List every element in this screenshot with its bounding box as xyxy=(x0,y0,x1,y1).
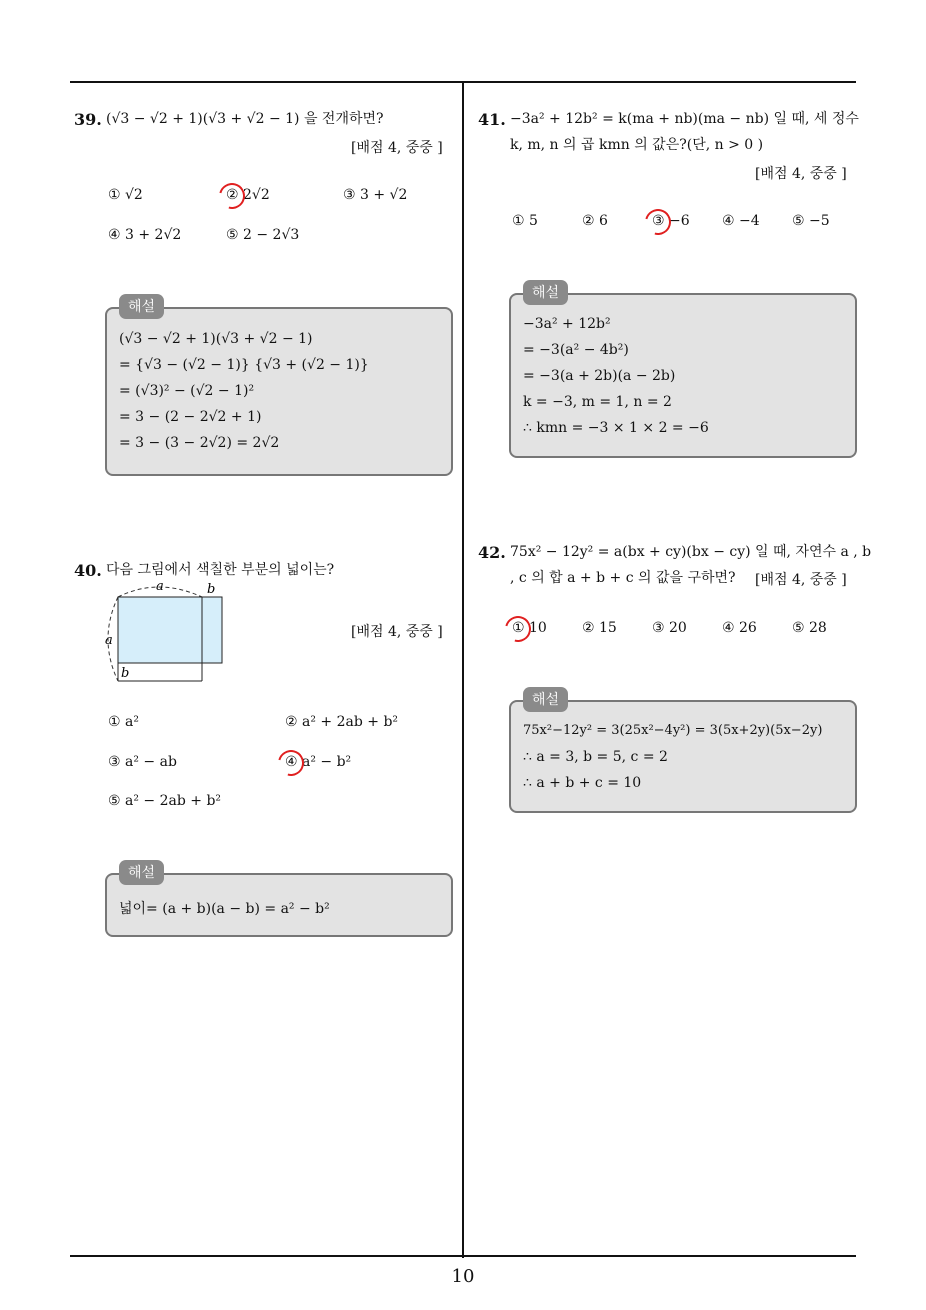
score-label: [배점 4, 중중 ] xyxy=(351,624,443,640)
solution-box xyxy=(105,307,453,476)
choice-3[interactable]: ③ 20 xyxy=(652,620,687,636)
choice-4[interactable]: ④ −4 xyxy=(722,213,760,229)
choice-2[interactable]: ② 15 xyxy=(582,620,617,636)
choice-3[interactable]: ③ a² − ab xyxy=(108,754,177,770)
label-top-a: a xyxy=(156,579,164,594)
solution-line: = −3(a² − 4b²) xyxy=(523,342,629,358)
solution-line: −3a² + 12b² xyxy=(523,316,611,332)
choice-1[interactable]: ① √2 xyxy=(108,187,143,203)
solution-line: k = −3, m = 1, n = 2 xyxy=(523,394,672,410)
choice-2[interactable]: ② 6 xyxy=(582,213,608,229)
page-number: 10 xyxy=(451,1266,475,1287)
solution-line: = 3 − (3 − 2√2) = 2√2 xyxy=(119,435,280,451)
solution-line: (√3 − √2 + 1)(√3 + √2 − 1) xyxy=(119,331,313,347)
choice-5[interactable]: ⑤ −5 xyxy=(792,213,830,229)
shaded-region xyxy=(118,597,222,663)
solution-tag: 해설 xyxy=(523,280,568,305)
question-text: 다음 그림에서 색칠한 부분의 넓이는? xyxy=(106,562,335,578)
choice-3[interactable]: ③ 3 + √2 xyxy=(343,187,408,203)
solution-line: = 3 − (2 − 2√2 + 1) xyxy=(119,409,262,425)
area-figure xyxy=(98,577,228,687)
score-label: [배점 4, 중중 ] xyxy=(351,140,443,156)
solution-line: ∴ a + b + c = 10 xyxy=(523,775,642,791)
choice-2[interactable]: ② a² + 2ab + b² xyxy=(285,714,399,730)
score-label: [배점 4, 중중 ] xyxy=(755,572,847,588)
solution-tag: 해설 xyxy=(523,687,568,712)
solution-tag: 해설 xyxy=(119,860,164,885)
label-left-a: a xyxy=(105,633,113,648)
choice-5[interactable]: ⑤ a² − 2ab + b² xyxy=(108,793,222,809)
choice-3[interactable]: ③ −6 xyxy=(652,213,690,229)
solution-line: 넓이= (a + b)(a − b) = a² − b² xyxy=(119,901,330,917)
solution-line: 75x²−12y² = 3(25x²−4y²) = 3(5x+2y)(5x−2y) xyxy=(523,723,823,738)
column-divider xyxy=(462,82,464,1258)
choice-2[interactable]: ② 2√2 xyxy=(226,187,270,203)
question-number: 42. xyxy=(478,543,506,562)
choice-1[interactable]: ① 10 xyxy=(512,620,547,636)
solution-line: ∴ a = 3, b = 5, c = 2 xyxy=(523,749,668,765)
solution-line: = {√3 − (√2 − 1)} {√3 + (√2 − 1)} xyxy=(119,357,369,373)
question-text: k, m, n 의 곱 kmn 의 값은?(단, n > 0 ) xyxy=(510,137,764,153)
score-label: [배점 4, 중중 ] xyxy=(755,166,847,182)
choice-1[interactable]: ① a² xyxy=(108,714,139,730)
solution-line: ∴ kmn = −3 × 1 × 2 = −6 xyxy=(523,420,709,436)
solution-box xyxy=(509,293,857,458)
question-number: 39. xyxy=(74,110,102,129)
solution-line: = (√3)² − (√2 − 1)² xyxy=(119,383,255,399)
choice-4[interactable]: ④ 3 + 2√2 xyxy=(108,227,182,243)
question-text: , c 의 합 a + b + c 의 값을 구하면? xyxy=(510,570,736,586)
solution-box xyxy=(509,700,857,813)
choice-5[interactable]: ⑤ 2 − 2√3 xyxy=(226,227,300,243)
choice-1[interactable]: ① 5 xyxy=(512,213,538,229)
choice-4[interactable]: ④ 26 xyxy=(722,620,757,636)
bottom-rule xyxy=(70,1255,856,1257)
question-text: (√3 − √2 + 1)(√3 + √2 − 1) 을 전개하면? xyxy=(106,111,384,127)
choice-4[interactable]: ④ a² − b² xyxy=(285,754,352,770)
question-text: 75x² − 12y² = a(bx + cy)(bx − cy) 일 때, 자연수 a , b xyxy=(510,544,872,560)
question-text: −3a² + 12b² = k(ma + nb)(ma − nb) 일 때, 세 정수 xyxy=(510,111,859,127)
choice-5[interactable]: ⑤ 28 xyxy=(792,620,827,636)
label-bottom-b: b xyxy=(121,666,130,681)
label-top-b: b xyxy=(207,582,216,597)
solution-line: = −3(a + 2b)(a − 2b) xyxy=(523,368,676,384)
question-number: 40. xyxy=(74,561,102,580)
solution-tag: 해설 xyxy=(119,294,164,319)
question-number: 41. xyxy=(478,110,506,129)
